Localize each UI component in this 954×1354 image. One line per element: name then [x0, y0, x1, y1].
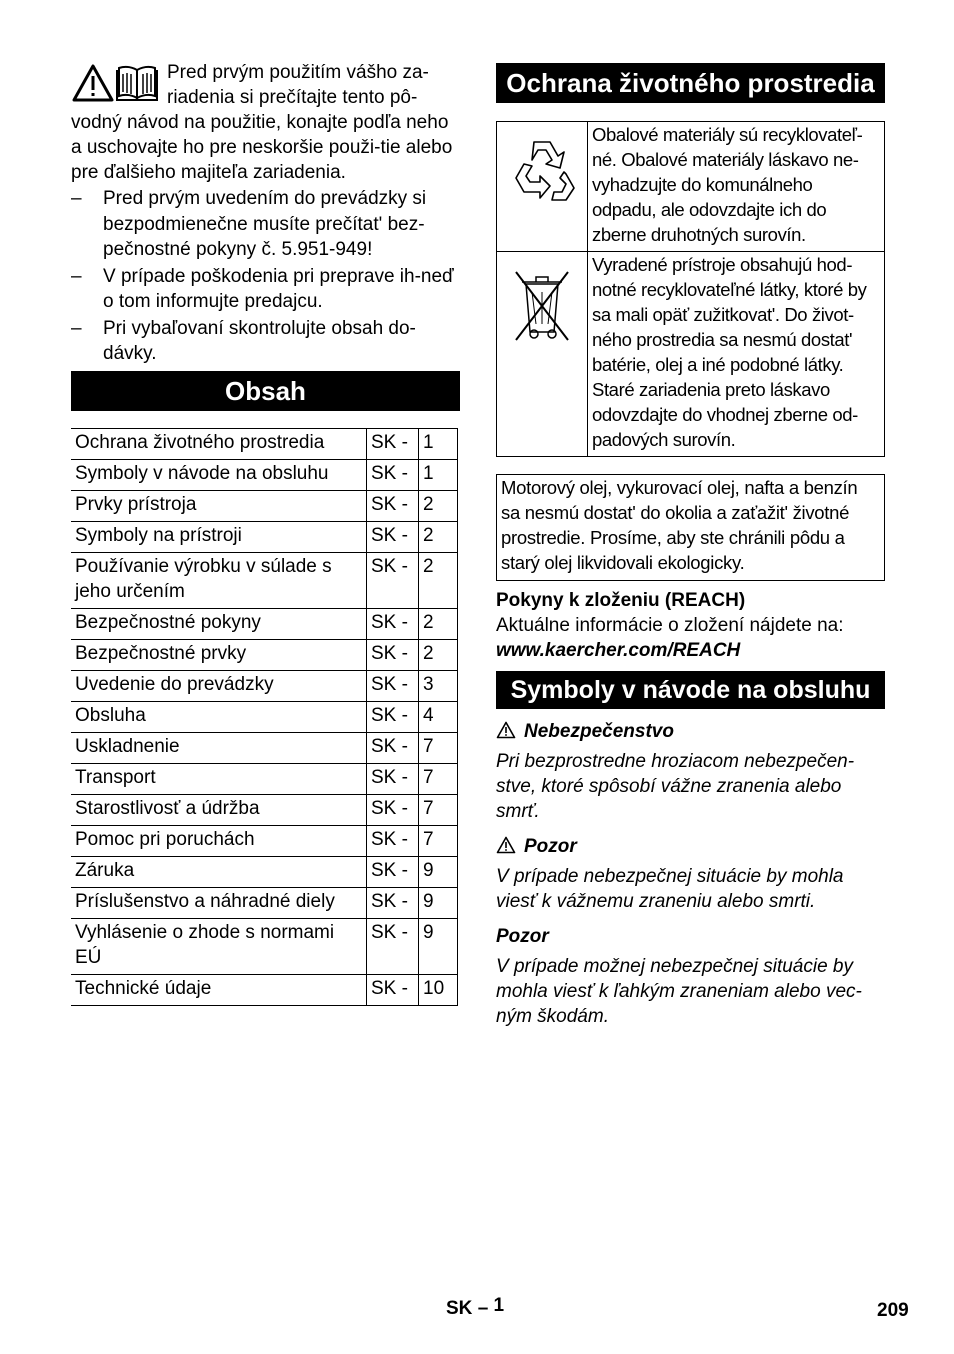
warning-triangle-icon [496, 836, 516, 854]
toc-entry-title: Uvedenie do prevádzky [71, 671, 367, 702]
toc-entry-prefix: SK - [367, 826, 419, 857]
toc-entry-title: Symboly na prístroji [71, 522, 367, 553]
intro-block [71, 60, 460, 367]
danger-label: Nebezpečenstvo [524, 721, 674, 742]
toc-entry-title: Obsluha [71, 702, 367, 733]
toc-row [71, 671, 458, 702]
danger-heading [496, 719, 885, 744]
intro-bullets [71, 186, 460, 367]
bullet-text: Pred prvým uvedením do prevádzky si bezpodmienečne musíte prečítat' bez-pečnostné pokyny č. 5.951-949! [103, 188, 427, 260]
warning-triangle-icon [496, 721, 516, 739]
toc-entry-title: Starostlivosť a údržba [71, 795, 367, 826]
toc-entry-page: 9 [419, 857, 458, 888]
table-row [497, 122, 885, 252]
list-item [71, 264, 460, 315]
toc-entry-prefix: SK - [367, 460, 419, 491]
toc-row [71, 733, 458, 764]
toc-entry-prefix: SK - [367, 975, 419, 1006]
toc-entry-page: 7 [419, 733, 458, 764]
recycle-text: Obalové materiály sú recyklovateľ-né. Obalové materiály láskavo ne-vyhadzujte do komunálneho odpadu, ale odovzdajte ich do zberne druhotných surovín. [588, 122, 885, 252]
toc-entry-title: Používanie výrobku v súlade s jeho určením [71, 553, 367, 609]
footer-lang: SK [446, 1298, 473, 1319]
list-item [71, 186, 460, 263]
reach-link[interactable]: www.kaercher.com/REACH [496, 640, 741, 661]
list-item [71, 316, 460, 367]
toc-entry-title: Vyhlásenie o zhode s normami EÚ [71, 919, 367, 975]
warning-label: Pozor [524, 836, 577, 857]
recycle-icon-cell [497, 122, 588, 252]
toc-entry-page: 7 [419, 795, 458, 826]
toc-entry-page: 2 [419, 522, 458, 553]
toc-entry-page: 2 [419, 640, 458, 671]
toc-entry-page: 2 [419, 491, 458, 522]
toc-row [71, 491, 458, 522]
reach-text: Aktuálne informácie o zložení nájdete na: [496, 615, 844, 636]
toc-row [71, 702, 458, 733]
toc-row [71, 826, 458, 857]
dash-bullet: – [71, 265, 82, 287]
toc-row [71, 888, 458, 919]
toc-entry-prefix: SK - [367, 702, 419, 733]
toc-entry-title: Prvky prístroja [71, 491, 367, 522]
toc-entry-title: Uskladnenie [71, 733, 367, 764]
toc-row [71, 975, 458, 1006]
intro-text: Pred prvým použitím vášho za-riadenia si prečítajte tento pô-vodný návod na použitie, konajte podľa neho a uschovajte ho pre neskoršie použi-tie alebo pre ďalšieho majiteľa zariadenia. [71, 62, 453, 183]
toc-entry-prefix: SK - [367, 671, 419, 702]
toc-entry-title: Transport [71, 764, 367, 795]
toc-entry-prefix: SK - [367, 553, 419, 609]
toc-row [71, 764, 458, 795]
right-column [496, 63, 885, 1029]
dash-bullet: – [71, 188, 82, 209]
toc-table [71, 428, 458, 1006]
toc-entry-page: 3 [419, 671, 458, 702]
toc-entry-page: 2 [419, 609, 458, 640]
toc-entry-prefix: SK - [367, 795, 419, 826]
toc-entry-page: 4 [419, 702, 458, 733]
toc-row [71, 460, 458, 491]
caution-text: V prípade možnej nebezpečnej situácie by mohla viesť k ľahkým zraneniam alebo vec-ným škodám. [496, 956, 862, 1027]
toc-entry-page: 1 [419, 429, 458, 460]
toc-entry-prefix: SK - [367, 609, 419, 640]
bullet-text: Pri vybaľovaní skontrolujte obsah do-dávky. [103, 317, 416, 364]
toc-row [71, 553, 458, 609]
toc-row [71, 522, 458, 553]
footer-section-label [446, 1295, 505, 1320]
toc-entry-title: Záruka [71, 857, 367, 888]
toc-entry-page: 7 [419, 826, 458, 857]
crossed-bin-icon [512, 266, 572, 344]
toc-entry-prefix: SK - [367, 522, 419, 553]
page-number: 209 [877, 1300, 909, 1321]
recycle-icon [504, 136, 580, 208]
table-row [497, 252, 885, 457]
toc-entry-prefix: SK - [367, 733, 419, 764]
bullet-text: V prípade poškodenia pri preprave ih-neď o tom informujte predajcu. [103, 265, 454, 312]
toc-entry-prefix: SK - [367, 919, 419, 975]
toc-entry-title: Symboly v návode na obsluhu [71, 460, 367, 491]
symbols-heading: Symboly v návode na obsluhu [496, 671, 885, 709]
toc-entry-prefix: SK - [367, 888, 419, 919]
oil-notice: Motorový olej, vykurovací olej, nafta a benzín sa nesmú dostat' do okolia a zaťažit' životné prostredie. Prosíme, aby ste chránili pôdu a starý olej likvidovali ekologicky. [496, 474, 885, 581]
caution-heading: Pozor [496, 926, 549, 947]
toc-row [71, 857, 458, 888]
toc-row [71, 919, 458, 975]
toc-heading: Obsah [71, 371, 460, 411]
toc-entry-title: Technické údaje [71, 975, 367, 1006]
dash-bullet: – [71, 317, 82, 339]
toc-entry-page: 1 [419, 460, 458, 491]
warning-heading [496, 834, 885, 859]
warning-text: V prípade nebezpečnej situácie by mohla viesť k vážnemu zraneniu alebo smrti. [496, 866, 844, 912]
toc-row [71, 429, 458, 460]
left-column [71, 60, 460, 367]
weee-icon-cell [497, 252, 588, 457]
toc-entry-prefix: SK - [367, 429, 419, 460]
reach-heading: Pokyny k zloženiu (REACH) [496, 590, 746, 611]
danger-text: Pri bezprostredne hroziacom nebezpečen-stve, ktoré spôsobí vážne zranenia alebo smrť. [496, 751, 855, 822]
toc-entry-prefix: SK - [367, 764, 419, 795]
toc-row [71, 609, 458, 640]
toc-entry-page: 2 [419, 553, 458, 609]
warning-manual-icon [71, 60, 161, 106]
manual-book-icon [117, 67, 157, 100]
footer-lang-num: 1 [493, 1295, 505, 1316]
weee-text: Vyradené prístroje obsahujú hod-notné recyklovateľné látky, ktoré by sa mali opäť zužitkovat'. Do život-ného prostredia sa nesmú dostat' batérie, olej a iné podobné látky. Staré zariadenia preto láskavo odovzdajte do vhodnej zberne od-padových surovín. [588, 252, 885, 457]
environment-heading: Ochrana životného prostredia [496, 63, 885, 103]
footer-sep: – [477, 1298, 489, 1319]
toc-row [71, 640, 458, 671]
toc-entry-page: 9 [419, 888, 458, 919]
toc-entry-prefix: SK - [367, 640, 419, 671]
toc-entry-page: 9 [419, 919, 458, 975]
toc-entry-title: Ochrana životného prostredia [71, 429, 367, 460]
toc-entry-title: Bezpečnostné prvky [71, 640, 367, 671]
environment-table [496, 121, 885, 457]
toc-entry-prefix: SK - [367, 857, 419, 888]
toc-row [71, 795, 458, 826]
toc-entry-title: Pomoc pri poruchách [71, 826, 367, 857]
toc-entry-page: 7 [419, 764, 458, 795]
toc-entry-prefix: SK - [367, 491, 419, 522]
warning-triangle-icon [74, 66, 112, 100]
toc-entry-title: Bezpečnostné pokyny [71, 609, 367, 640]
toc-entry-page: 10 [419, 975, 458, 1006]
toc-entry-title: Príslušenstvo a náhradné diely [71, 888, 367, 919]
